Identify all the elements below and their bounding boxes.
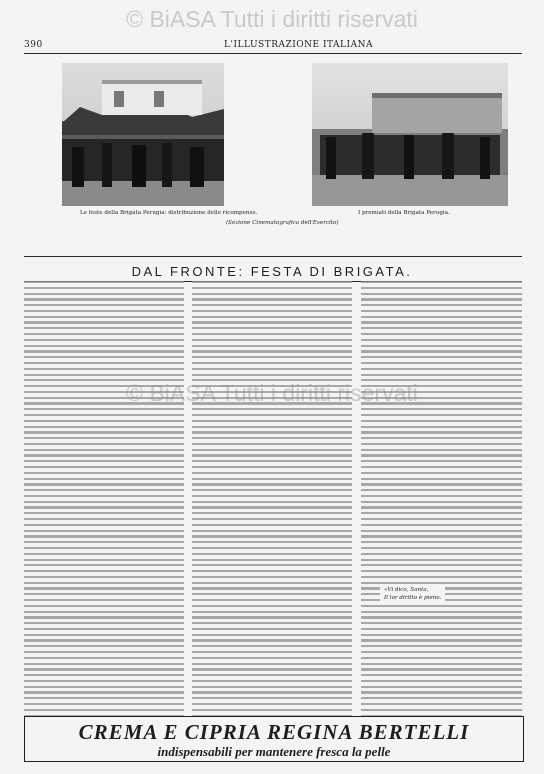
verse-line: Il lor diritto è pieno. — [384, 595, 442, 601]
ceremony-photo — [62, 63, 224, 206]
article-verse — [380, 585, 445, 603]
advertisement-box — [24, 716, 524, 762]
header-rule — [24, 53, 522, 54]
article-column-1 — [24, 281, 184, 749]
title-rule-top — [24, 256, 522, 257]
article-title: DAL FRONTE: FESTA DI BRIGATA. — [131, 264, 413, 279]
photo-awardees — [312, 63, 508, 206]
right-photo-caption: I premiati della Brigata Perugia. — [358, 210, 450, 216]
magazine-title: L'ILLUSTRAZIONE ITALIANA — [224, 40, 373, 50]
article-column-2 — [192, 281, 352, 749]
photo-credit: (Sezione Cinematografica dell'Esercito) — [226, 220, 339, 226]
photo-ceremony — [62, 63, 224, 206]
ad-tagline: indispensabili per mantenere fresca la pelle — [157, 744, 391, 759]
article-column-3 — [361, 281, 522, 720]
verse-line: «Vi dico, Santa, — [384, 587, 429, 593]
watermark: © BiASA Tutti i diritti riservati — [126, 6, 418, 32]
left-photo-caption: Le feste della Brigata Perugia: distribuzione delle ricompense. — [80, 210, 258, 216]
page-number: 390 — [24, 40, 43, 50]
ad-headline: CREMA E CIPRIA REGINA BERTELLI — [78, 720, 470, 744]
awardees-photo — [312, 63, 508, 206]
